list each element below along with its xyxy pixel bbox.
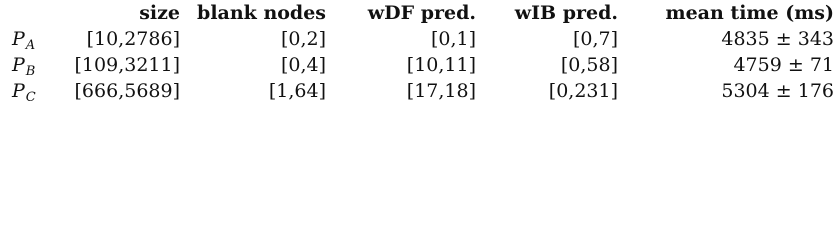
table-header-row [0, 0, 838, 26]
row-name-subscript: B [25, 64, 36, 79]
results-table [0, 0, 838, 105]
cell-size: [109,3211] [74, 54, 180, 76]
header-wib-pred: wIB pred. [514, 2, 618, 24]
row-name [12, 52, 72, 78]
cell-size: [666,5689] [74, 80, 180, 102]
header-mean-time: mean time (ms) [665, 2, 834, 24]
row-name [12, 26, 72, 52]
cell-blank-nodes: [1,64] [268, 80, 326, 102]
row-name-subscript: C [25, 90, 36, 105]
cell-mean-time: 5304 ± 176 [721, 80, 834, 102]
table-row [0, 52, 838, 78]
cell-wib-pred: [0,58] [560, 54, 618, 76]
cell-blank-nodes: [0,2] [280, 28, 326, 50]
cell-wib-pred: [0,231] [548, 80, 618, 102]
cell-mean-time: 4759 ± 71 [733, 54, 834, 76]
cell-wdf-pred: [17,18] [406, 80, 476, 102]
cell-size: [10,2786] [86, 28, 180, 50]
cell-wdf-pred: [0,1] [430, 28, 476, 50]
cell-wib-pred: [0,7] [572, 28, 618, 50]
cell-wdf-pred: [10,11] [406, 54, 476, 76]
header-wdf-pred: wDF pred. [367, 2, 476, 24]
header-size: size [139, 2, 180, 24]
table-row [0, 78, 838, 104]
cell-blank-nodes: [0,4] [280, 54, 326, 76]
row-name-subscript: A [25, 38, 36, 53]
row-name [12, 78, 72, 104]
row-name-base: P [12, 28, 25, 50]
header-blank-nodes: blank nodes [197, 2, 326, 24]
table-row [0, 26, 838, 52]
row-name-base: P [12, 54, 25, 76]
cell-mean-time: 4835 ± 343 [721, 28, 834, 50]
row-name-base: P [12, 80, 25, 102]
